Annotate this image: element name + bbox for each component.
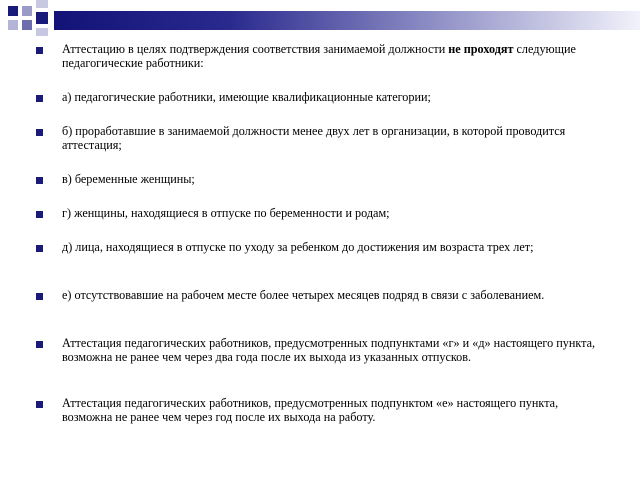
bullet-marker	[36, 95, 43, 102]
bullet-marker	[36, 245, 43, 252]
bullet-text: Аттестацию в целях подтверждения соответствия занимаемой должности	[62, 42, 449, 56]
bullet-text: в) беременные женщины;	[62, 172, 195, 186]
bullet-note-2	[62, 397, 610, 424]
bullet-intro	[62, 43, 610, 70]
bullet-bold-text: не проходят	[448, 42, 514, 56]
bullet-item-v	[62, 173, 610, 187]
bullet-text: а) педагогические работники, имеющие квалификационные категории;	[62, 90, 431, 104]
bullet-item-g	[62, 207, 610, 221]
bullet-item-a	[62, 91, 610, 105]
bullet-text: г) женщины, находящиеся в отпуске по беременности и родам;	[62, 206, 390, 220]
bullet-text: Аттестация педагогических работников, предусмотренных подпунктом «е» настоящего пункта, возможна не ранее чем через год после их выхода на работу.	[62, 396, 559, 424]
bullet-text: е) отсутствовавшие на рабочем месте более четырех месяцев подряд в связи с заболеванием.	[62, 288, 545, 302]
bullet-marker	[36, 177, 43, 184]
bullet-marker	[36, 341, 43, 348]
bullet-note-1	[62, 337, 610, 364]
bullet-marker	[36, 47, 43, 54]
bullet-marker	[36, 129, 43, 136]
bullet-item-b	[62, 125, 610, 152]
bullet-text: д) лица, находящиеся в отпуске по уходу за ребенком до достижения им возраста трех лет;	[62, 240, 534, 254]
bullet-text: б) проработавшие в занимаемой должности менее двух лет в организации, в которой проводится аттестация;	[62, 124, 566, 152]
bullet-text: Аттестация педагогических работников, предусмотренных подпунктами «г» и «д» настоящего пункта, возможна не ранее чем через два года после их выхода из указанных отпусков.	[62, 336, 596, 364]
bullet-text-tail: следующие педагогические работники:	[62, 42, 576, 70]
bullet-marker	[36, 293, 43, 300]
bullet-marker	[36, 211, 43, 218]
bullet-marker	[36, 401, 43, 408]
bullet-item-e	[62, 289, 610, 303]
bullet-item-d	[62, 241, 610, 255]
